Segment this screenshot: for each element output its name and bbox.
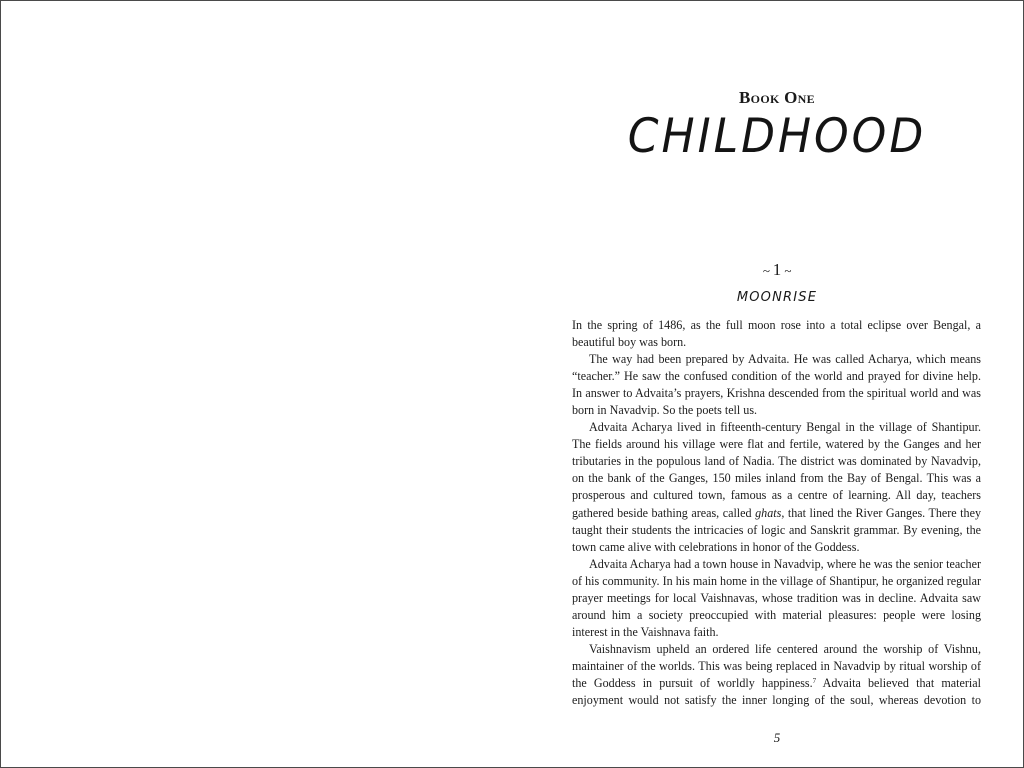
- italic-term: ghats: [755, 505, 782, 520]
- paragraph-text: Vaishnavism upheld an ordered life centered around the worship of Vishnu, maintainer of the worlds. This was being replaced in Navadvip by ritual worship of the Goddess in pursuit of worldly happiness.: [572, 641, 981, 690]
- page-number: 5: [773, 730, 781, 745]
- left-page-blank: [1, 1, 512, 767]
- chapter-body-text: [572, 317, 981, 709]
- paragraph-text: Advaita Acharya had a town house in Navadvip, where he was the senior teacher of his community. In his main home in the village of Shantipur, he organized regular prayer meetings for local Vaishnavas, whose tradition was in decline. Advaita saw around him a society preoccupied with material pleasures: people were losing interest in the Vaishnava faith.: [572, 556, 981, 639]
- chapter-number-value: 1: [772, 260, 782, 279]
- paragraph: [572, 556, 981, 641]
- right-page: [512, 1, 1023, 767]
- book-label: Book One: [739, 88, 815, 107]
- chapter-title: MOONRISE: [736, 290, 818, 305]
- chapter-number: [512, 260, 1024, 280]
- paragraph-text: , that lined the River Ganges. There they taught their students the intricacies of logic and Sanskrit grammar. By evening, the town came alive with celebrations in honor of the Goddess.: [572, 505, 981, 554]
- paragraph-text: Advaita Acharya lived in fifteenth-century Bengal in the village of Shantipur. The fields around his village were flat and fertile, watered by the Ganges and her tributaries in the populous land of Nadia. The district was dominated by Navadvip, on the bank of the Ganges, 150 miles inland from the Bay of Bengal. This was a prosperous and cultured town, famous as a centre of learning. All day, teachers gathered beside bathing areas, called: [572, 420, 981, 520]
- chapter-ornament-right: ~: [784, 263, 792, 278]
- paragraph: [572, 351, 981, 419]
- paragraph-text: Advaita believed that material enjoyment would not satisfy the inner longing of the soul, whereas devotion to: [572, 675, 981, 708]
- paragraph: [572, 641, 981, 709]
- paragraph: [572, 317, 981, 351]
- footnote-reference: 7: [812, 676, 817, 685]
- chapter-ornament-left: ~: [762, 263, 770, 278]
- paragraph-text: In the spring of 1486, as the full moon rose into a total eclipse over Bengal, a beautiful boy was born.: [572, 318, 981, 350]
- paragraph-text: The way had been prepared by Advaita. He was called Acharya, which means “teacher.” He saw the confused condition of the world and prayed for divine help. In answer to Advaita’s prayers, Krishna descended from the spiritual world and was born in Navadvip. So the poets tell us.: [572, 352, 981, 418]
- book-title: CHILDHOOD: [627, 108, 927, 165]
- paragraph: [572, 419, 981, 555]
